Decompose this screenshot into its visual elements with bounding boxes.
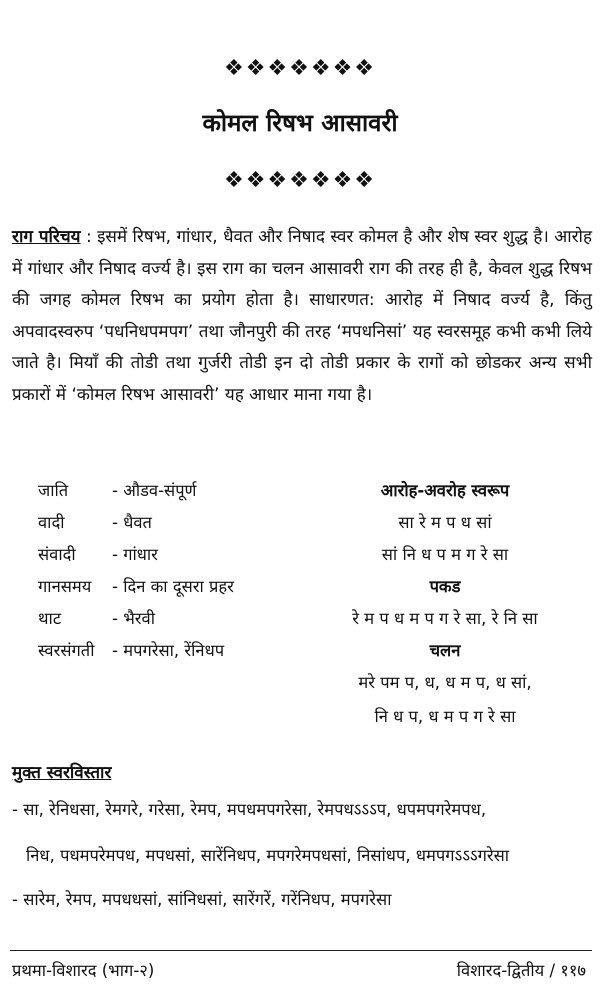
aaroh-notation: सा रे म प ध सां	[398, 513, 492, 532]
intro-label: राग परिचय	[12, 227, 81, 247]
page-title: कोमल रिषभ आसावरी	[202, 109, 398, 137]
pakad-notation: रे म प ध म प ग रे सा, रे नि सा	[352, 609, 538, 628]
vistaar-line-2: निध, पधमपरेमपध, मपधसां, सारेंनिधप, मपगरेमपधसां, निसांधप, धमपगऽऽऽगरेसा	[26, 846, 510, 865]
info-label-samvaadi: संवादी	[38, 545, 76, 564]
chalan-line-2: नि ध प, ध म प ग रे सा	[374, 707, 516, 726]
intro-paragraph	[12, 222, 592, 411]
top-ornament: ❖❖❖❖❖❖❖	[223, 56, 377, 81]
avaroh-notation: सां नि ध प म ग रे सा	[381, 545, 509, 564]
info-value-jaati: - औडव-संपूर्ण	[112, 481, 197, 500]
vistaar-line-3: - सारेम, रेमप, मपधधसां, सांनिधसां, सारेंगरें, गरेंनिधप, मपगरेसा	[12, 890, 392, 909]
footer-right: विशारद-द्वितीय / ११७	[456, 961, 586, 980]
info-label-vaadi: वादी	[38, 513, 65, 532]
chalan-line-1: मरे पम प, ध, ध म प, ध सां,	[358, 673, 532, 692]
info-label-thaat: थाट	[38, 609, 62, 628]
info-label-swarsangati: स्वरसंगती	[38, 641, 95, 660]
info-value-samvaadi: - गांधार	[112, 545, 158, 564]
bottom-ornament: ❖❖❖❖❖❖❖	[223, 168, 377, 193]
footer-left: प्रथमा-विशारद (भाग-२)	[12, 961, 155, 980]
info-value-vaadi: - धैवत	[112, 513, 152, 532]
intro-text: : इसमें रिषभ, गांधार, धैवत और निषाद स्वर कोमल है और शेष स्वर शुद्ध है। आरोह में गांधार और निषाद वर्ज्य है। इस राग का चलन आसावरी राग की तरह ही है, केवल शुद्ध रिषभ की जगह कोमल रिषभ का प्रयोग होता है। साधारणत: आरोह में निषाद वर्ज्य है, किंतु अपवादस्वरुप ‘पधनिधपमपग’ तथा जौनपुरी की तरह ‘मपधनिसां’ यह स्वरसमूह कभी कभी लिये जाते है। मियाँ की तोडी तथा गुर्जरी तोडी इन दो तोडी प्रकार के रागों को छोडकर अन्य सभी प्रकारों में ‘कोमल रिषभ आसावरी’ यह आधार माना गया है।	[12, 227, 592, 405]
info-label-gaansamay: गानसमय	[38, 577, 92, 596]
vistaar-heading	[12, 760, 111, 783]
chalan-heading: चलन	[429, 641, 461, 660]
info-value-swarsangati: - मपगरेसा, रेंनिधप	[112, 641, 225, 660]
footer-rule	[10, 950, 592, 951]
vistaar-heading-text: मुक्त स्वरविस्तार	[12, 763, 112, 783]
pakad-heading: पकड	[429, 577, 461, 596]
aaroh-avaroh-heading: आरोह-अवरोह स्वरूप	[380, 481, 510, 500]
info-value-gaansamay: - दिन का दूसरा प्रहर	[112, 577, 234, 596]
vistaar-line-1: - सा, रेनिधसा, रेमगरे, गरेसा, रेमप, मपधमपगरेसा, रेमपधऽऽऽप, धपमपगरेमपध,	[12, 800, 487, 819]
info-value-thaat: - भैरवी	[112, 609, 155, 628]
info-label-jaati: जाति	[38, 481, 69, 500]
